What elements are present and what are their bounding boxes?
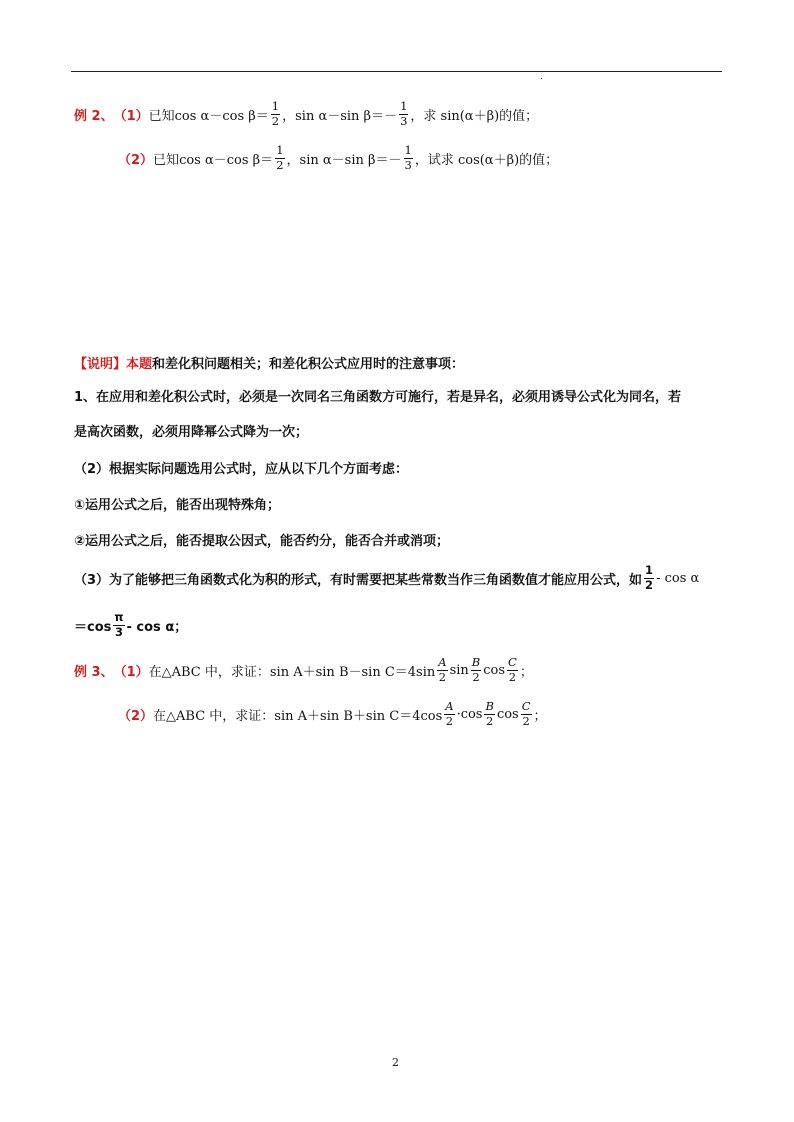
note-item2b: ②运用公式之后，能否提取公因式，能否约分，能否合并或消项； — [74, 534, 450, 549]
note-item2a: ①运用公式之后，能否出现特殊角； — [74, 498, 281, 513]
header-rule — [71, 71, 722, 72]
fraction: $\frac{1}{2}$ — [276, 143, 284, 172]
fraction: $\frac{A}{2}$ — [445, 699, 454, 728]
example3-label: 例 3、 — [74, 664, 114, 680]
note-item3-line2: ＝cos $\frac{\pi}{3}$ - cos α； — [74, 610, 188, 639]
example2-part1: 例 2、 （1） 已知 cos α－cos β＝ $\frac{1}{2}$ ， sin α－sin β＝－ $\frac{1}{3}$ ，求 sin(α＋β)的值； — [74, 99, 539, 128]
fraction: $\frac{1}{3}$ — [404, 143, 412, 172]
note-item1-line1: 1、在应用和差化积公式时，必须是一次同名三角函数方可施行，若是异名，必须用诱导公式化为同名，若 — [74, 390, 682, 405]
page-number: 2 — [392, 1056, 399, 1069]
fraction: $\frac{C}{2}$ — [508, 655, 517, 684]
fraction: $\frac{1}{2}$ — [271, 99, 280, 128]
note-heading: 【说明】本题 和差化积问题相关；和差化积公式应用时的注意事项： — [74, 357, 465, 372]
fraction: $\frac{\pi}{3}$ — [114, 610, 124, 639]
fraction: $\frac{1}{2}$ — [645, 563, 654, 592]
note-item3-line1: （3）为了能够把三角函数式化为积的形式，有时需要把某些常数当作三角函数值才能应用公式，如 $\frac{1}{2}$ - cos α — [74, 563, 700, 592]
header-dot: . — [540, 72, 543, 82]
fraction: $\frac{B}{2}$ — [485, 699, 494, 728]
fraction: $\frac{A}{2}$ — [438, 655, 447, 684]
note-item1-line2: 是高次函数，必须用降幂公式降为一次； — [74, 425, 309, 440]
fraction: $\frac{C}{2}$ — [521, 699, 531, 728]
example2-part2: （2） 已知 cos α－cos β＝ $\frac{1}{2}$ ， sin α－sin β＝－ $\frac{1}{3}$ ，试求 cos(α＋β)的值； — [118, 143, 559, 172]
example3-part2: （2） 在△ABC 中，求证：sin A＋sin B＋sin C＝4cos $\frac{A}{2}$ ·cos $\frac{B}{2}$ cos $\frac{C}{2}$ ； — [118, 699, 547, 728]
example3-part1: 例 3、 （1） 在△ABC 中，求证：sin A＋sin B－sin C＝4sin $\frac{A}{2}$ sin $\frac{B}{2}$ cos $\frac{C}{2}$ ； — [74, 655, 533, 684]
fraction: $\frac{1}{3}$ — [400, 99, 408, 128]
example2-label: 例 2、 — [74, 108, 114, 124]
fraction: $\frac{B}{2}$ — [471, 655, 481, 684]
note-item2: （2）根据实际问题选用公式时，应从以下几个方面考虑： — [74, 462, 409, 477]
